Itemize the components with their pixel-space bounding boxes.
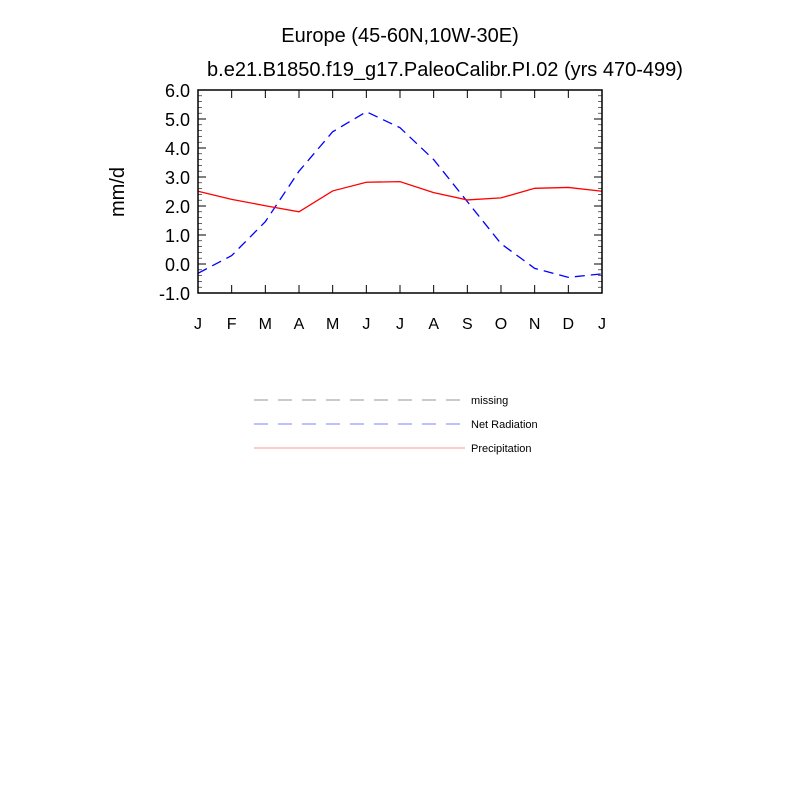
- series-line-net-radiation: [198, 112, 602, 278]
- x-tick-label: J: [362, 316, 371, 333]
- legend-label: Net Radiation: [471, 419, 538, 431]
- x-tick-label: N: [528, 316, 541, 333]
- y-tick-label: 4.0: [164, 139, 190, 159]
- legend-label: missing: [471, 395, 509, 407]
- y-tick-label: 1.0: [164, 226, 190, 246]
- y-tick-label: 2.0: [164, 197, 190, 217]
- y-tick-label: 3.0: [164, 168, 190, 188]
- x-tick-label: J: [396, 316, 404, 333]
- chart-subtitle: b.e21.B1850.f19_g17.PaleoCalibr.PI.02 (yrs 470-499): [207, 59, 683, 81]
- x-tick-label: O: [494, 316, 508, 333]
- series-line-precipitation: [198, 182, 602, 212]
- x-tick-label: J: [598, 316, 606, 333]
- x-tick-label: A: [293, 316, 305, 333]
- y-axis-label: mm/d: [107, 167, 129, 217]
- x-tick-label: F: [226, 316, 237, 333]
- x-tick-label: S: [461, 316, 473, 333]
- y-tick-label: 0.0: [164, 255, 190, 275]
- chart-title: Europe (45-60N,10W-30E): [281, 25, 519, 47]
- x-tick-label: M: [258, 316, 272, 333]
- legend-label: Precipitation: [471, 443, 532, 455]
- plot-frame: [198, 90, 602, 293]
- x-tick-label: A: [428, 316, 440, 333]
- x-tick-label: J: [194, 316, 202, 333]
- x-tick-label: D: [562, 316, 575, 333]
- x-tick-label: M: [326, 316, 340, 333]
- y-tick-label: -1.0: [158, 284, 190, 304]
- y-tick-label: 5.0: [164, 110, 190, 130]
- y-tick-label: 6.0: [164, 81, 190, 101]
